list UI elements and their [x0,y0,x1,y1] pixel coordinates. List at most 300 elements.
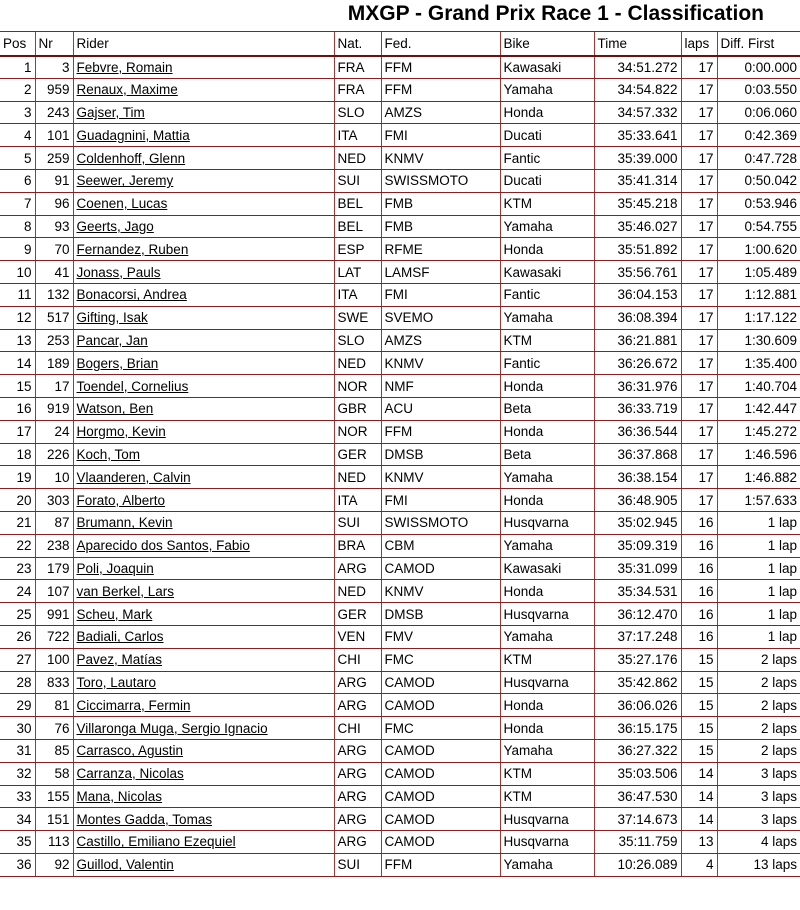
page-title: MXGP - Grand Prix Race 1 - Classification [347,2,764,25]
cell-fed: SWISSMOTO [381,169,500,192]
cell-diff: 13 laps [717,853,800,876]
cell-diff: 0:00.000 [717,56,800,79]
cell-nat: LAT [334,261,381,284]
cell-bike: Husqvarna [500,808,594,831]
cell-pos: 3 [0,101,35,124]
cell-pos: 7 [0,192,35,215]
cell-pos: 18 [0,443,35,466]
cell-laps: 17 [681,78,717,101]
cell-time: 36:21.881 [594,329,681,352]
cell-fed: CBM [381,534,500,557]
cell-nat: ARG [334,739,381,762]
cell-time: 36:26.672 [594,352,681,375]
cell-time: 37:17.248 [594,625,681,648]
cell-rider [73,557,334,580]
rider-link[interactable]: Aparecido dos Santos, Fabio [76,538,250,554]
cell-rider [73,534,334,557]
cell-rider [73,443,334,466]
cell-rider [73,739,334,762]
cell-fed: ACU [381,397,500,420]
cell-rider [73,511,334,534]
cell-nat: CHI [334,648,381,671]
rider-link[interactable]: Carranza, Nicolas [76,766,184,782]
cell-rider [73,56,334,79]
table-row [0,625,800,648]
table-row [0,603,800,626]
cell-time: 36:37.868 [594,443,681,466]
cell-diff: 1 lap [717,557,800,580]
cell-nat: NED [334,580,381,603]
cell-time: 36:38.154 [594,466,681,489]
cell-rider [73,648,334,671]
rider-link[interactable]: Pavez, Matías [76,652,163,668]
cell-bike: Honda [500,375,594,398]
cell-nat: SUI [334,511,381,534]
rider-link[interactable]: Brumann, Kevin [76,515,173,531]
cell-pos: 22 [0,534,35,557]
cell-laps: 17 [681,352,717,375]
rider-link[interactable]: Ciccimarra, Fermin [76,697,191,713]
cell-fed: FMI [381,489,500,512]
cell-rider [73,238,334,261]
cell-bike: Husqvarna [500,831,594,854]
cell-fed: CAMOD [381,739,500,762]
cell-pos: 24 [0,580,35,603]
cell-rider [73,671,334,694]
cell-pos: 10 [0,261,35,284]
cell-diff: 1:40.704 [717,375,800,398]
cell-nat: ARG [334,762,381,785]
rider-link[interactable]: Renaux, Maxime [76,82,178,98]
cell-rider [73,261,334,284]
cell-diff: 0:53.946 [717,192,800,215]
cell-rider [73,853,334,876]
table-row [0,78,800,101]
cell-time: 35:34.531 [594,580,681,603]
cell-pos: 29 [0,694,35,717]
cell-pos: 20 [0,489,35,512]
cell-fed: FMI [381,283,500,306]
cell-laps: 15 [681,694,717,717]
cell-rider [73,78,334,101]
cell-bike: Fantic [500,147,594,170]
cell-bike: Husqvarna [500,511,594,534]
cell-diff: 1:05.489 [717,261,800,284]
cell-nat: ARG [334,831,381,854]
table-row [0,329,800,352]
rider-link[interactable]: Bonacorsi, Andrea [76,287,187,303]
table-row [0,375,800,398]
cell-bike: KTM [500,785,594,808]
cell-pos: 2 [0,78,35,101]
cell-laps: 17 [681,375,717,398]
cell-nr: 93 [35,215,73,238]
cell-nat: BEL [334,215,381,238]
cell-rider [73,397,334,420]
cell-nat: NOR [334,420,381,443]
cell-time: 36:06.026 [594,694,681,717]
cell-diff: 1:35.400 [717,352,800,375]
cell-rider [73,808,334,831]
cell-diff: 0:06.060 [717,101,800,124]
cell-diff: 0:50.042 [717,169,800,192]
cell-nat: ARG [334,694,381,717]
table-row [0,534,800,557]
cell-laps: 14 [681,808,717,831]
rider-link[interactable]: Koch, Tom [76,446,141,462]
table-row [0,808,800,831]
cell-rider [73,352,334,375]
rider-link[interactable]: Gifting, Isak [76,310,148,326]
rider-link[interactable]: Coenen, Lucas [76,196,168,212]
cell-laps: 13 [681,831,717,854]
cell-nr: 189 [35,352,73,375]
cell-pos: 33 [0,785,35,808]
cell-time: 10:26.089 [594,853,681,876]
cell-diff: 0:03.550 [717,78,800,101]
rider-link[interactable]: Forato, Alberto [76,492,166,508]
table-row [0,762,800,785]
cell-pos: 17 [0,420,35,443]
cell-diff: 0:47.728 [717,147,800,170]
cell-laps: 17 [681,489,717,512]
cell-rider [73,785,334,808]
cell-pos: 1 [0,56,35,79]
cell-pos: 5 [0,147,35,170]
cell-laps: 17 [681,261,717,284]
cell-diff: 2 laps [717,694,800,717]
cell-pos: 11 [0,283,35,306]
cell-nat: FRA [334,78,381,101]
column-header-nat: Nat. [334,32,381,56]
cell-fed: AMZS [381,329,500,352]
cell-pos: 32 [0,762,35,785]
column-header-time: Time [594,32,681,56]
cell-time: 35:09.319 [594,534,681,557]
cell-rider [73,603,334,626]
cell-bike: Honda [500,717,594,740]
table-row [0,397,800,420]
cell-nat: ARG [334,671,381,694]
table-row [0,739,800,762]
rider-link[interactable]: Carrasco, Agustin [76,743,184,759]
cell-rider [73,694,334,717]
cell-fed: AMZS [381,101,500,124]
cell-rider [73,169,334,192]
cell-time: 36:33.719 [594,397,681,420]
column-header-fed: Fed. [381,32,500,56]
rider-link[interactable]: Poli, Joaquin [76,560,154,576]
cell-fed: FFM [381,853,500,876]
cell-time: 34:51.272 [594,56,681,79]
cell-pos: 21 [0,511,35,534]
cell-nat: BRA [334,534,381,557]
rider-link[interactable]: Watson, Ben [76,401,154,417]
column-header-nr: Nr [35,32,73,56]
rider-link[interactable]: Pancar, Jan [76,332,148,348]
cell-fed: DMSB [381,443,500,466]
cell-diff: 1 lap [717,580,800,603]
cell-time: 34:57.332 [594,101,681,124]
cell-nr: 303 [35,489,73,512]
cell-diff: 1:12.881 [717,283,800,306]
cell-laps: 17 [681,56,717,79]
cell-time: 35:33.641 [594,124,681,147]
cell-nr: 92 [35,853,73,876]
table-header-row [0,32,800,56]
column-header-laps: laps [681,32,717,56]
cell-fed: KNMV [381,352,500,375]
cell-fed: CAMOD [381,557,500,580]
rider-link[interactable]: Scheu, Mark [76,606,153,622]
table-row [0,648,800,671]
cell-nr: 41 [35,261,73,284]
cell-rider [73,192,334,215]
table-row [0,352,800,375]
rider-link[interactable]: Jonass, Pauls [76,264,161,280]
cell-nr: 3 [35,56,73,79]
cell-laps: 17 [681,238,717,261]
cell-fed: KNMV [381,580,500,603]
table-row [0,717,800,740]
cell-nr: 24 [35,420,73,443]
cell-nat: GBR [334,397,381,420]
cell-nr: 179 [35,557,73,580]
rider-link[interactable]: Fernandez, Ruben [76,241,189,257]
cell-laps: 16 [681,625,717,648]
cell-nr: 85 [35,739,73,762]
cell-rider [73,124,334,147]
cell-diff: 1:17.122 [717,306,800,329]
rider-link[interactable]: Villaronga Muga, Sergio Ignacio [76,720,268,736]
cell-laps: 17 [681,397,717,420]
cell-fed: CAMOD [381,831,500,854]
cell-pos: 26 [0,625,35,648]
cell-pos: 14 [0,352,35,375]
cell-diff: 1 lap [717,511,800,534]
cell-time: 35:41.314 [594,169,681,192]
cell-time: 36:48.905 [594,489,681,512]
cell-time: 35:45.218 [594,192,681,215]
cell-diff: 1:57.633 [717,489,800,512]
cell-laps: 15 [681,717,717,740]
cell-laps: 17 [681,147,717,170]
cell-fed: FMC [381,648,500,671]
cell-fed: KNMV [381,147,500,170]
cell-time: 36:15.175 [594,717,681,740]
cell-bike: KTM [500,329,594,352]
cell-nat: GER [334,443,381,466]
cell-fed: NMF [381,375,500,398]
cell-nr: 17 [35,375,73,398]
table-row [0,671,800,694]
cell-rider [73,831,334,854]
rider-link[interactable]: Guadagnini, Mattia [76,127,190,143]
cell-pos: 25 [0,603,35,626]
rider-link[interactable]: Vlaanderen, Calvin [76,469,191,485]
cell-bike: Fantic [500,283,594,306]
cell-time: 35:02.945 [594,511,681,534]
cell-nr: 58 [35,762,73,785]
cell-nr: 100 [35,648,73,671]
cell-nat: NED [334,466,381,489]
rider-link[interactable]: Febvre, Romain [76,59,173,75]
cell-laps: 17 [681,420,717,443]
cell-pos: 16 [0,397,35,420]
cell-pos: 28 [0,671,35,694]
cell-nr: 226 [35,443,73,466]
cell-pos: 34 [0,808,35,831]
cell-laps: 17 [681,169,717,192]
cell-nr: 833 [35,671,73,694]
cell-nr: 70 [35,238,73,261]
cell-pos: 12 [0,306,35,329]
cell-diff: 0:54.755 [717,215,800,238]
cell-bike: Honda [500,420,594,443]
rider-link[interactable]: Toendel, Cornelius [76,378,189,394]
rider-link[interactable]: Coldenhoff, Glenn [76,150,186,166]
cell-nat: ITA [334,283,381,306]
cell-time: 35:27.176 [594,648,681,671]
cell-diff: 1 lap [717,603,800,626]
cell-pos: 13 [0,329,35,352]
cell-bike: Ducati [500,169,594,192]
cell-laps: 17 [681,466,717,489]
cell-nat: NED [334,352,381,375]
rider-link[interactable]: Castillo, Emiliano Ezequiel [76,834,236,850]
cell-nr: 722 [35,625,73,648]
column-header-diff: Diff. First [717,32,800,56]
cell-fed: RFME [381,238,500,261]
column-header-rider: Rider [73,32,334,56]
cell-nat: NOR [334,375,381,398]
table-row [0,853,800,876]
cell-rider [73,329,334,352]
cell-fed: DMSB [381,603,500,626]
cell-laps: 17 [681,283,717,306]
cell-time: 34:54.822 [594,78,681,101]
table-row [0,511,800,534]
table-row [0,306,800,329]
cell-fed: FFM [381,78,500,101]
cell-diff: 1:00.620 [717,238,800,261]
cell-diff: 3 laps [717,785,800,808]
results-body [0,56,800,877]
cell-time: 36:04.153 [594,283,681,306]
cell-nr: 10 [35,466,73,489]
rider-link[interactable]: Montes Gadda, Tomas [76,811,213,827]
cell-time: 36:31.976 [594,375,681,398]
cell-rider [73,101,334,124]
column-header-pos: Pos [0,32,35,56]
cell-rider [73,215,334,238]
cell-rider [73,625,334,648]
table-row [0,238,800,261]
cell-diff: 2 laps [717,648,800,671]
table-row [0,580,800,603]
cell-diff: 1:45.272 [717,420,800,443]
cell-diff: 4 laps [717,831,800,854]
cell-nat: SLO [334,101,381,124]
cell-bike: Honda [500,489,594,512]
cell-laps: 16 [681,534,717,557]
cell-bike: Husqvarna [500,603,594,626]
rider-link[interactable]: Bogers, Brian [76,355,159,371]
cell-bike: Beta [500,443,594,466]
rider-link[interactable]: van Berkel, Lars [76,583,175,599]
cell-bike: Fantic [500,352,594,375]
rider-link[interactable]: Toro, Lautaro [76,674,157,690]
cell-nat: VEN [334,625,381,648]
cell-pos: 27 [0,648,35,671]
cell-bike: Beta [500,397,594,420]
rider-link[interactable]: Seewer, Jeremy [76,173,174,189]
cell-pos: 23 [0,557,35,580]
cell-laps: 17 [681,192,717,215]
rider-link[interactable]: Geerts, Jago [76,218,154,234]
cell-nr: 253 [35,329,73,352]
cell-nr: 155 [35,785,73,808]
cell-pos: 30 [0,717,35,740]
table-row [0,831,800,854]
cell-nr: 151 [35,808,73,831]
rider-link[interactable]: Horgmo, Kevin [76,424,166,440]
cell-nr: 243 [35,101,73,124]
cell-time: 36:36.544 [594,420,681,443]
cell-nat: FRA [334,56,381,79]
cell-laps: 14 [681,785,717,808]
cell-bike: KTM [500,648,594,671]
cell-laps: 16 [681,557,717,580]
table-row [0,443,800,466]
cell-nat: SWE [334,306,381,329]
cell-diff: 2 laps [717,671,800,694]
cell-nat: ITA [334,124,381,147]
cell-nat: GER [334,603,381,626]
cell-nat: CHI [334,717,381,740]
cell-bike: Kawasaki [500,261,594,284]
cell-laps: 16 [681,603,717,626]
cell-nat: ITA [334,489,381,512]
cell-nr: 91 [35,169,73,192]
cell-bike: Ducati [500,124,594,147]
cell-bike: Yamaha [500,534,594,557]
rider-link[interactable]: Guillod, Valentin [76,857,174,873]
rider-link[interactable]: Gajser, Tim [76,104,145,120]
cell-bike: Yamaha [500,78,594,101]
cell-fed: CAMOD [381,785,500,808]
table-row [0,420,800,443]
cell-nat: SUI [334,169,381,192]
cell-laps: 15 [681,648,717,671]
cell-rider [73,466,334,489]
table-row [0,147,800,170]
rider-link[interactable]: Mana, Nicolas [76,788,163,804]
cell-pos: 19 [0,466,35,489]
rider-link[interactable]: Badiali, Carlos [76,629,164,645]
cell-rider [73,762,334,785]
cell-bike: Honda [500,101,594,124]
cell-rider [73,580,334,603]
cell-laps: 15 [681,739,717,762]
cell-time: 36:08.394 [594,306,681,329]
cell-nr: 238 [35,534,73,557]
cell-laps: 17 [681,329,717,352]
cell-pos: 9 [0,238,35,261]
cell-diff: 2 laps [717,739,800,762]
cell-pos: 36 [0,853,35,876]
cell-diff: 1 lap [717,534,800,557]
